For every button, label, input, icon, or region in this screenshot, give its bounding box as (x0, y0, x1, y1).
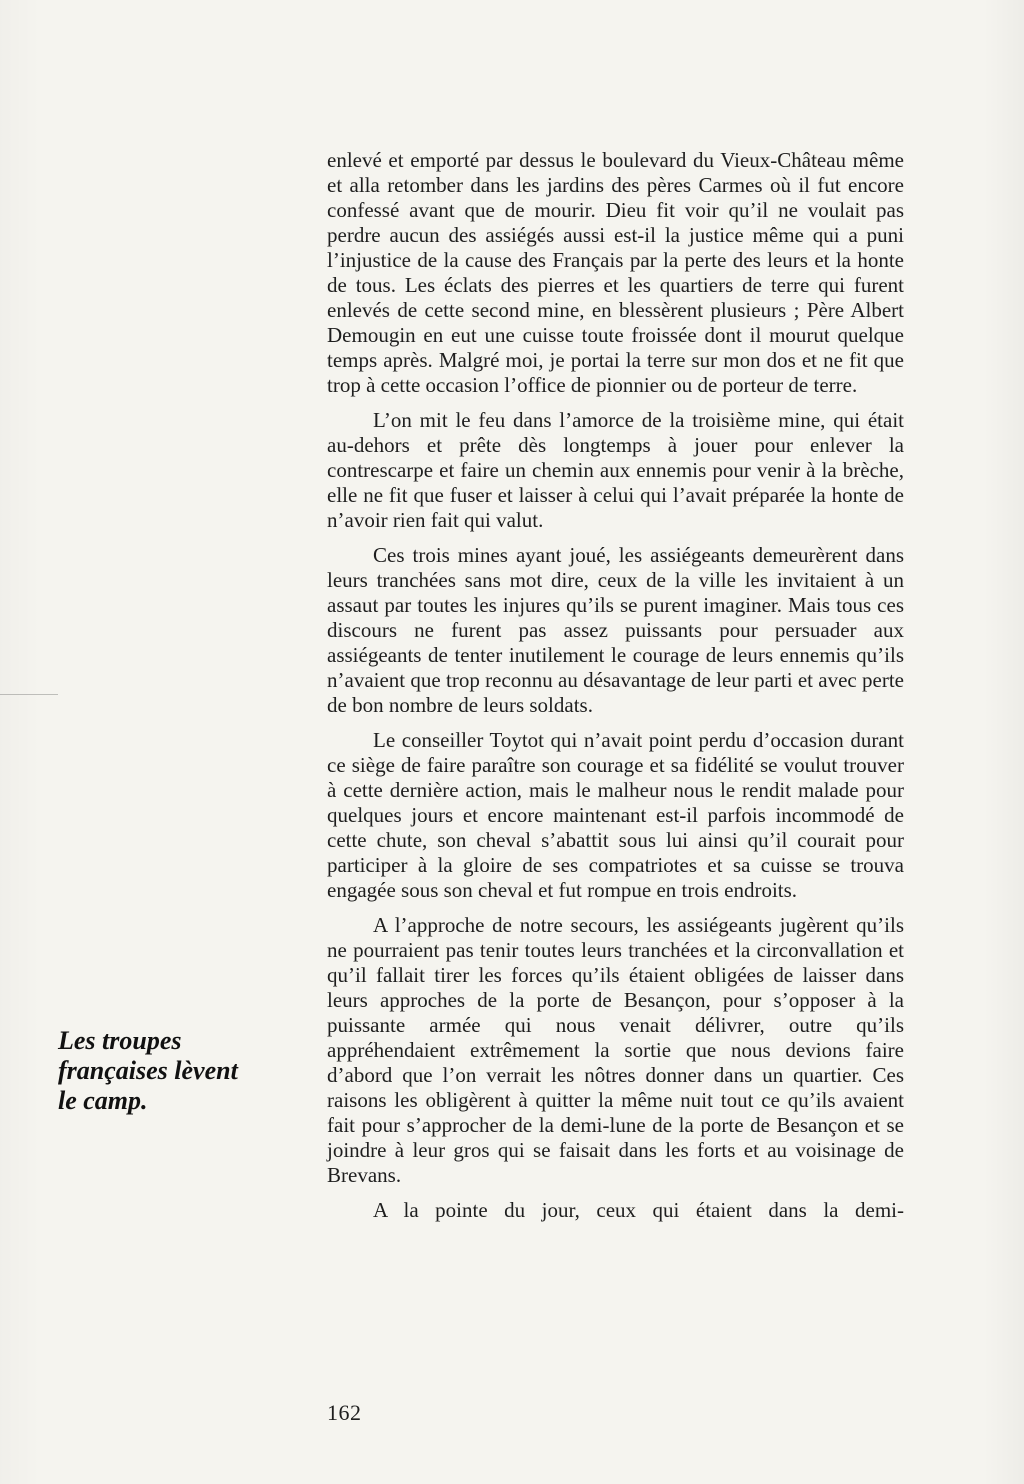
margin-rule (0, 694, 58, 695)
page-number: 162 (327, 1400, 362, 1425)
paragraph-4: Le conseiller Toytot qui n’avait point perdu d’occasion durant ce siège de faire paraître son courage et sa fidélité se voulut trouver à cette dernière action, mais le malheur nous le rendit malade pour quelques jours et encore maintenant est-il parfois incommodé de cette chute, son cheval s’abattit sous lui ainsi qu’il courait pour participer à la gloire de ses compatriotes et sa cuisse se trouva engagée sous son cheval et fut rompue en trois endroits. (327, 728, 904, 902)
paragraph-2: L’on mit le feu dans l’amorce de la troisième mine, qui était au-dehors et prête dès longtemps à jouer pour enlever la contrescarpe et faire un chemin aux ennemis pour venir à la brèche, elle ne fit que fuser et laisser à celui qui l’avait préparée la honte de n’avoir rien fait qui valut. (327, 408, 904, 532)
paragraph-5: A l’approche de notre secours, les assiégeants jugèrent qu’ils ne pourraient pas tenir toutes leurs tranchées et la circonvallation et qu’il fallait tirer les forces qu’ils étaient obligées de laisser dans leurs approches de la porte de Besançon, pour s’opposer à la puissante armée qui nous venait délivrer, outre qu’ils appréhendaient extrêmement la sortie que nous devions faire d’abord que l’on verrait les nôtres donner dans un quartier. Ces raisons les obligèrent à quitter la même nuit tout ce qu’ils avaient fait pour s’approcher de la demi-lune de la porte de Besançon et se joindre à leur gros qui se faisait dans les forts et au voisinage de Brevans. (327, 913, 904, 1187)
margin-note-troupes: Les troupes françaises lèvent le camp. (58, 1026, 238, 1115)
body-text-column (327, 148, 904, 1223)
paragraph-1: enlevé et emporté par dessus le boulevard du Vieux-Château même et alla retomber dans les jardins des pères Carmes où il fut encore confessé avant que de mourir. Dieu fit voir qu’il ne voulait pas perdre aucun des assiégés aussi est-il la justice même qui a puni l’injustice de la cause des Français par la perte des leurs et la honte de tous. Les éclats des pierres et les quartiers de terre qui furent enlevés de cette second mine, en blessèrent plusieurs ; Père Albert Demougin en eut une cuisse toute froissée dont il mourut quelque temps après. Malgré moi, je portai la terre sur mon dos et ne fit que trop à cette occasion l’office de pionnier ou de porteur de terre. (327, 148, 904, 397)
paragraph-6: A la pointe du jour, ceux qui étaient dans la demi- (373, 1198, 904, 1222)
paragraph-3: Ces trois mines ayant joué, les assiégeants demeurèrent dans leurs tranchées sans mot dire, ceux de la ville les invitaient à un assaut par toutes les injures qu’ils se purent imaginer. Mais tous ces discours ne furent pas assez puissants pour persuader aux assiégeants de tenter inutilement le courage de leurs ennemis qu’ils n’avaient que trop reconnu au désavantage de leur parti et avec perte de bon nombre de leurs soldats. (327, 543, 904, 717)
